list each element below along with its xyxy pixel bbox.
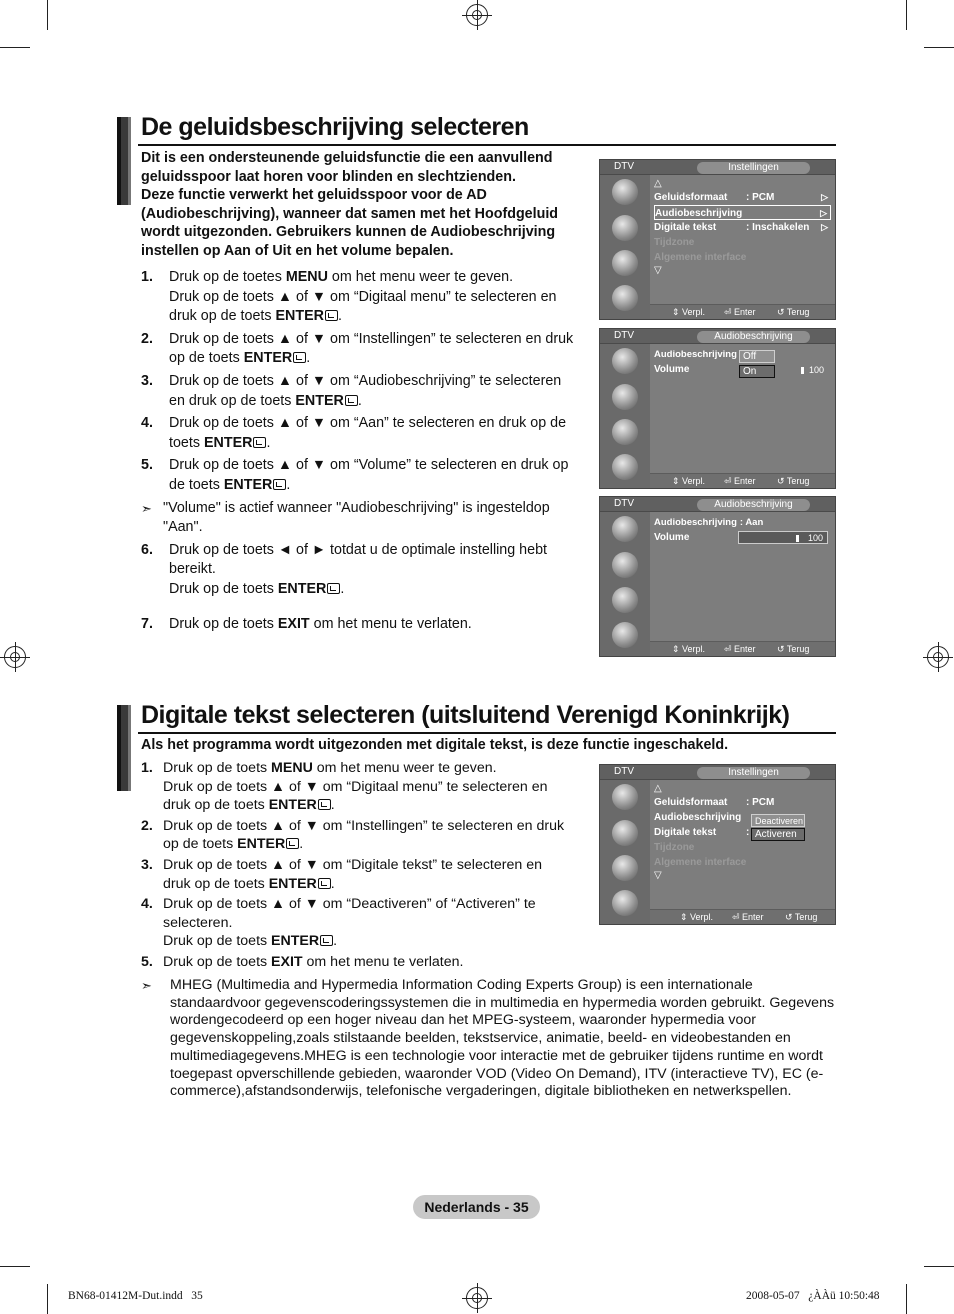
step-item: 4. Druk op de toets ▲ of ▼ om “Deactiveren” of “Activeren” te selecteren. Druk op de toets ENTER .: [141, 896, 536, 950]
file-slug: BN68-01412M-Dut.indd 35: [68, 1290, 203, 1302]
scroll-up-icon: △: [654, 178, 662, 189]
sound-icon: [612, 820, 638, 846]
step-item: 2. Druk op de toets ▲ of ▼ om “Instellingen” te selecteren en druk op de toets ENTER .: [141, 817, 565, 853]
enter-icon: [286, 838, 299, 849]
setup-icon: [612, 454, 638, 480]
enter-icon: [293, 352, 306, 363]
registration-mark-icon: [4, 646, 26, 668]
date-slug: 2008-05-07 ¿ÀÀü 10:50:48: [746, 1290, 880, 1302]
enter-icon: [273, 479, 286, 490]
channel-icon: [612, 587, 638, 613]
menu-sidebar: [600, 175, 650, 319]
picture-icon: [612, 348, 638, 374]
volume-value: 100: [808, 365, 824, 375]
channel-icon: [612, 419, 638, 445]
menu-row-label: Volume: [654, 532, 690, 543]
menu-row-label: Audiobeschrijving: [654, 517, 737, 528]
enter-icon: [253, 437, 266, 448]
channel-icon: [612, 855, 638, 881]
page-number-badge: Nederlands - 35: [413, 1195, 540, 1219]
menu-tab: Instellingen: [697, 767, 810, 779]
mheg-note: ➣ MHEG (Multimedia and Hypermedia Information Coding Experts Group) is een internationale standaardvoor gegevenscoderingssystemen die in multimedia en hypermedia worden gebruikt. Gegevens wordengecodeerd op een hoger niveau dan het MPEG-systeem, waaronder hypermedia voor gegevenskoppeling,zoals stilstaande beelden, tekstservice, animatie, beeld- en videobestanden en multimediagegevens.MHEG is een technologie voor interactie met de gebruiker tijdens runtime en wordt toegepast opverschillende gebieden, waaronder VOD (Video On Demand), ITV (interactieve TV), EC (e-commerce),afstandsonderwijs, telefonische vergaderingen, digitale bibliotheken en netwerkspellen.: [141, 977, 835, 1100]
chevron-right-icon: ▷: [821, 222, 828, 232]
enter-icon: [345, 395, 358, 406]
step-item: 1. Druk op de toets MENU om het menu weer te geven. Druk op de toets ▲ of ▼ om “Digitaal menu” te selecteren en druk op de toets ENTER .: [141, 760, 548, 814]
menu-row[interactable]: Geluidsformaat : PCM ▷: [654, 192, 828, 203]
menu-row-label: Audiobeschrijving: [654, 349, 737, 360]
tv-menu-instellingen: [599, 159, 836, 320]
crop-mark: [906, 1284, 907, 1314]
section-bar: [117, 117, 131, 205]
section1-title: De geluidsbeschrijving selecteren: [141, 113, 529, 141]
crop-mark: [47, 0, 48, 30]
menu-row[interactable]: Audiobeschrijving ▷: [654, 205, 831, 220]
menu-row-label: Volume: [654, 364, 690, 375]
dtv-label: DTV: [614, 161, 634, 172]
option-deactiveren[interactable]: Deactiveren: [751, 814, 805, 827]
chevron-right-icon: ▷: [820, 208, 827, 218]
enter-icon: [327, 583, 340, 594]
menu-row[interactable]: Digitale tekst : Inschakelen ▷: [654, 222, 828, 233]
chevron-right-icon: ▷: [821, 192, 828, 202]
section1-rule: [138, 144, 836, 146]
section2-steps: [141, 759, 591, 974]
setup-icon: [612, 890, 638, 916]
menu-tab: Instellingen: [697, 162, 810, 174]
option-on[interactable]: On: [739, 365, 775, 378]
step-item: 1. Druk op de toetes MENU om het menu weer te geven. Druk op de toets ▲ of ▼ om “Digitaal menu” te selecteren en druk op de toets ENTER .: [141, 269, 557, 325]
dtv-label: DTV: [614, 330, 634, 341]
sound-icon: [612, 552, 638, 578]
note-arrow-icon: ➣: [141, 978, 152, 993]
picture-icon: [612, 179, 638, 205]
registration-mark-icon: [466, 1287, 488, 1309]
crop-mark: [906, 0, 907, 30]
menu-row[interactable]: Digitale tekst :: [654, 827, 750, 838]
registration-mark-icon: [466, 4, 488, 26]
crop-mark: [924, 1266, 954, 1267]
step-item: 5. Druk op de toets ▲ of ▼ om “Volume” te selecteren en druk op de toets ENTER .: [141, 457, 569, 493]
scroll-down-icon: ▽: [654, 870, 662, 881]
enter-hint: ⏎ Enter: [724, 307, 756, 317]
scroll-down-icon: ▽: [654, 265, 662, 276]
menu-row[interactable]: Algemene interface: [654, 857, 747, 868]
menu-tab: Audiobeschrijving: [697, 331, 810, 343]
crop-mark: [0, 47, 30, 48]
step-item: 7. Druk op de toets EXIT om het menu te verlaten.: [141, 615, 472, 632]
option-activeren[interactable]: Activeren: [751, 828, 805, 841]
step-item: 4. Druk op de toets ▲ of ▼ om “Aan” te selecteren en druk op de toets ENTER .: [141, 415, 567, 451]
volume-slider[interactable]: [738, 531, 828, 544]
section1-steps: [141, 268, 591, 637]
menu-tab: Audiobeschrijving: [697, 499, 810, 511]
crop-mark: [47, 1284, 48, 1314]
step-item: 2. Druk op de toets ▲ of ▼ om “Instellingen” te selecteren en druk op de toets ENTER .: [141, 330, 574, 367]
back-hint: ↺ Terug: [777, 307, 810, 317]
setup-icon: [612, 285, 638, 311]
menu-row[interactable]: Algemene interface: [654, 252, 747, 263]
menu-help-bar: [650, 304, 835, 319]
registration-mark-icon: [927, 646, 949, 668]
volume-value: 100: [807, 533, 823, 543]
enter-icon: [325, 310, 338, 321]
enter-icon: [318, 878, 331, 889]
tv-menu-audiobeschrijving-select: DTV Audiobeschrijving Audiobeschrijving Volume Off On 100 ⇕ Verpl. ⏎ Enter ↺ Terug: [599, 328, 836, 489]
menu-row[interactable]: Audiobeschrijving: [654, 812, 742, 823]
step-item: 3. Druk op de toets ▲ of ▼ om “Digitale tekst” te selecteren en druk op de toets ENTER .: [141, 856, 542, 892]
section2-intro: Als het programma wordt uitgezonden met digitale tekst, is deze functie ingeschakeld.: [141, 737, 729, 753]
note-arrow-icon: ➣: [141, 500, 152, 516]
move-hint: ⇕ Verpl.: [672, 307, 706, 317]
option-off[interactable]: Off: [739, 350, 775, 363]
dtv-label: DTV: [614, 766, 634, 777]
setup-icon: [612, 622, 638, 648]
scroll-up-icon: △: [654, 783, 662, 794]
volume-bar: [776, 364, 828, 377]
crop-mark: [0, 1266, 30, 1267]
tv-menu-audiobeschrijving-volume: DTV Audiobeschrijving Audiobeschrijving : Aan Volume 100 ⇕ Verpl. ⏎ Enter ↺ Terug: [599, 496, 836, 657]
channel-icon: [612, 250, 638, 276]
step-item: 5. Druk op de toets EXIT om het menu te verlaten.: [141, 953, 464, 970]
menu-row[interactable]: Tijdzone: [654, 237, 695, 248]
section2-title: Digitale tekst selecteren (uitsluitend Verenigd Koninkrijk): [141, 701, 790, 729]
crop-mark: [924, 47, 954, 48]
step-item: 6. Druk op de toets ◄ of ► totdat u de optimale instelling hebt bereikt. Druk op de toets ENTER .: [141, 541, 547, 597]
sound-icon: [612, 384, 638, 410]
enter-icon: [318, 799, 331, 810]
enter-icon: [320, 935, 333, 946]
step-item: 3. Druk op de toets ▲ of ▼ om “Audiobeschrijving” te selecteren en druk op de toets ENTER .: [141, 372, 562, 409]
tv-menu-digitale-tekst: DTV Instellingen △ Geluidsformaat : PCM Audiobeschrijving Digitale tekst : Tijdzone Algemene interface ▽ Deactiveren Activeren ⇕ Verpl. ⏎ Enter ↺ Terug: [599, 764, 836, 925]
menu-row[interactable]: Geluidsformaat : PCM: [654, 797, 775, 808]
menu-row[interactable]: Tijdzone: [654, 842, 695, 853]
section-bar: [117, 705, 131, 791]
section2-rule: [138, 732, 836, 734]
picture-icon: [612, 516, 638, 542]
sound-icon: [612, 215, 638, 241]
menu-row-value: : Aan: [739, 517, 764, 528]
dtv-label: DTV: [614, 498, 634, 509]
note: ➣ "Volume" is actief wanneer "Audiobeschrijving" is ingesteldop "Aan".: [141, 499, 591, 538]
picture-icon: [612, 784, 638, 810]
section1-intro: Dit is een ondersteunende geluidsfunctie die een aanvullend geluidsspoor laat horen voor blinden en slechtzienden. Deze functie verwerkt het geluidsspoor voor de AD (Audiobeschrijving), wanneer dat samen met het Hoofdgeluid wordt uitgezonden. Gebruikers kunnen de Audiobeschrijving instellen op Aan of Uit en het volume bepalen.: [141, 150, 559, 259]
